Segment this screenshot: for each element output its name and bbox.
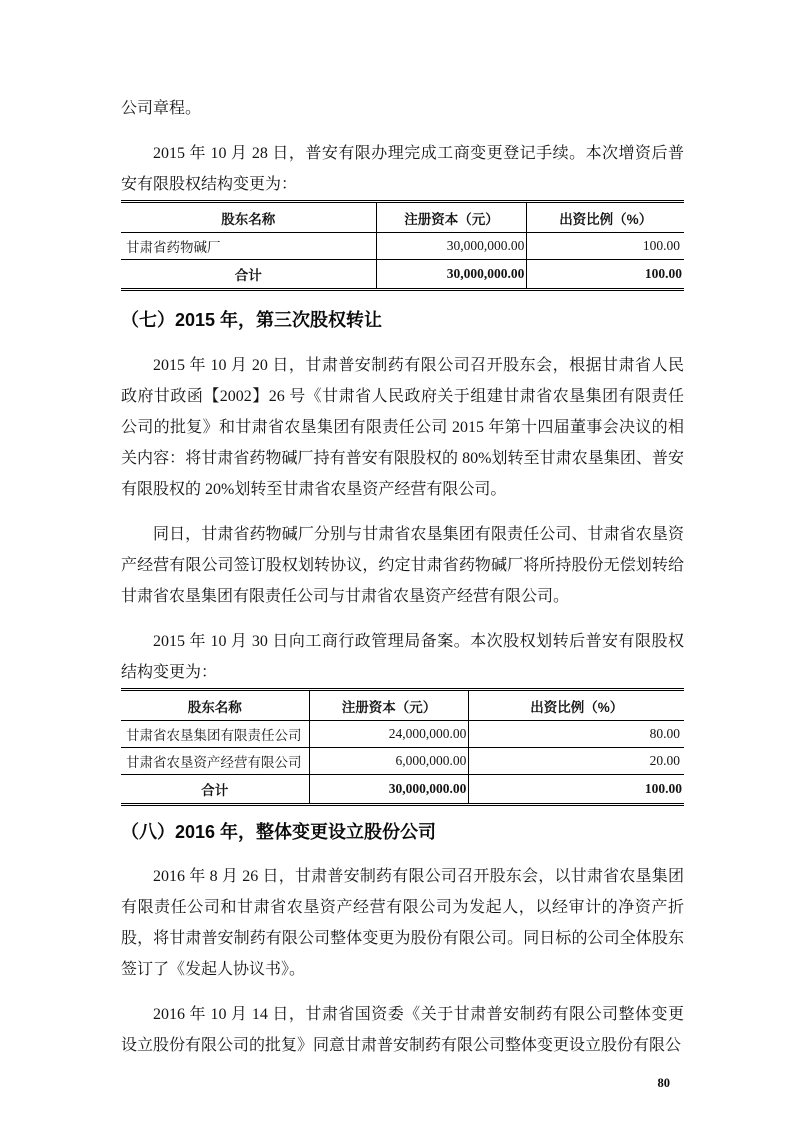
column-header-capital: 注册资本（元） <box>376 202 527 233</box>
equity-table-after-transfer <box>121 688 684 806</box>
shareholder-name: 甘肃省农垦资产经营有限公司 <box>121 748 309 775</box>
table-total-row <box>121 260 684 290</box>
column-header-shareholder: 股东名称 <box>121 690 309 721</box>
column-header-capital: 注册资本（元） <box>309 690 469 721</box>
shareholder-name: 甘肃省农垦集团有限责任公司 <box>121 721 309 748</box>
table-row <box>121 721 684 748</box>
total-label: 合计 <box>121 260 376 290</box>
table-row <box>121 233 684 260</box>
section-heading-7: （七）2015 年，第三次股权转让 <box>121 310 383 330</box>
table-header-row <box>121 202 684 233</box>
total-capital: 30,000,000.00 <box>309 775 469 805</box>
page-number: 80 <box>657 1076 670 1090</box>
paragraph-continuation: 公司章程。 <box>121 100 202 117</box>
column-header-shareholder: 股东名称 <box>121 202 376 233</box>
paragraph-capital-increase: 2015 年 10 月 28 日，普安有限办理完成工商变更登记手续。本次增资后普安有限股权结构变更为： <box>121 145 684 193</box>
paragraph-transfer-resolution: 2015 年 10 月 20 日，甘肃普安制药有限公司召开股东会，根据甘肃省人民政府甘政函【2002】26 号《甘肃省人民政府关于组建甘肃省农垦集团有限责任公司的批复》和甘肃省农垦集团有限责任公司 2015 年第十四届董事会决议的相关内容：将甘肃省药物碱厂持有普安有限股权的 80%划转至甘肃农垦集团、普安有限股权的 20%划转至甘肃省农垦资产经营有限公司。 <box>121 357 684 498</box>
paragraph-transfer-agreement: 同日，甘肃省药物碱厂分别与甘肃省农垦集团有限责任公司、甘肃省农垦资产经营有限公司签订股权划转协议，约定甘肃省药物碱厂将所持股份无偿划转给甘肃省农垦集团有限责任公司与甘肃省农垦资产经营有限公司。 <box>121 526 684 605</box>
registered-capital: 6,000,000.00 <box>309 748 469 775</box>
registered-capital: 30,000,000.00 <box>376 233 527 260</box>
total-ratio: 100.00 <box>527 260 684 290</box>
contribution-ratio: 20.00 <box>469 748 684 775</box>
table-header-row <box>121 690 684 721</box>
table-row <box>121 748 684 775</box>
page-content <box>121 93 684 1091</box>
column-header-ratio: 出资比例（%） <box>469 690 684 721</box>
column-header-ratio: 出资比例（%） <box>527 202 684 233</box>
equity-table-after-capital-increase <box>121 200 684 291</box>
contribution-ratio: 80.00 <box>469 721 684 748</box>
registered-capital: 24,000,000.00 <box>309 721 469 748</box>
shareholder-name: 甘肃省药物碱厂 <box>121 233 376 260</box>
section-heading-8: （八）2016 年，整体变更设立股份公司 <box>121 822 437 842</box>
paragraph-transfer-filing: 2015 年 10 月 30 日向工商行政管理局备案。本次股权划转后普安有限股权结构变更为： <box>121 633 684 681</box>
contribution-ratio: 100.00 <box>527 233 684 260</box>
table-total-row <box>121 775 684 805</box>
total-label: 合计 <box>121 775 309 805</box>
paragraph-sasac-approval: 2016 年 10 月 14 日，甘肃省国资委《关于甘肃普安制药有限公司整体变更设立股份有限公司的批复》同意甘肃普安制药有限公司整体变更设立股份有限公 <box>121 1006 684 1054</box>
total-capital: 30,000,000.00 <box>376 260 527 290</box>
paragraph-joint-stock-conversion: 2016 年 8 月 26 日，甘肃普安制药有限公司召开股东会，以甘肃省农垦集团有限责任公司和甘肃省农垦资产经营有限公司为发起人，以经审计的净资产折股，将甘肃普安制药有限公司整体变更为股份有限公司。同日标的公司全体股东签订了《发起人协议书》。 <box>121 868 684 978</box>
total-ratio: 100.00 <box>469 775 684 805</box>
